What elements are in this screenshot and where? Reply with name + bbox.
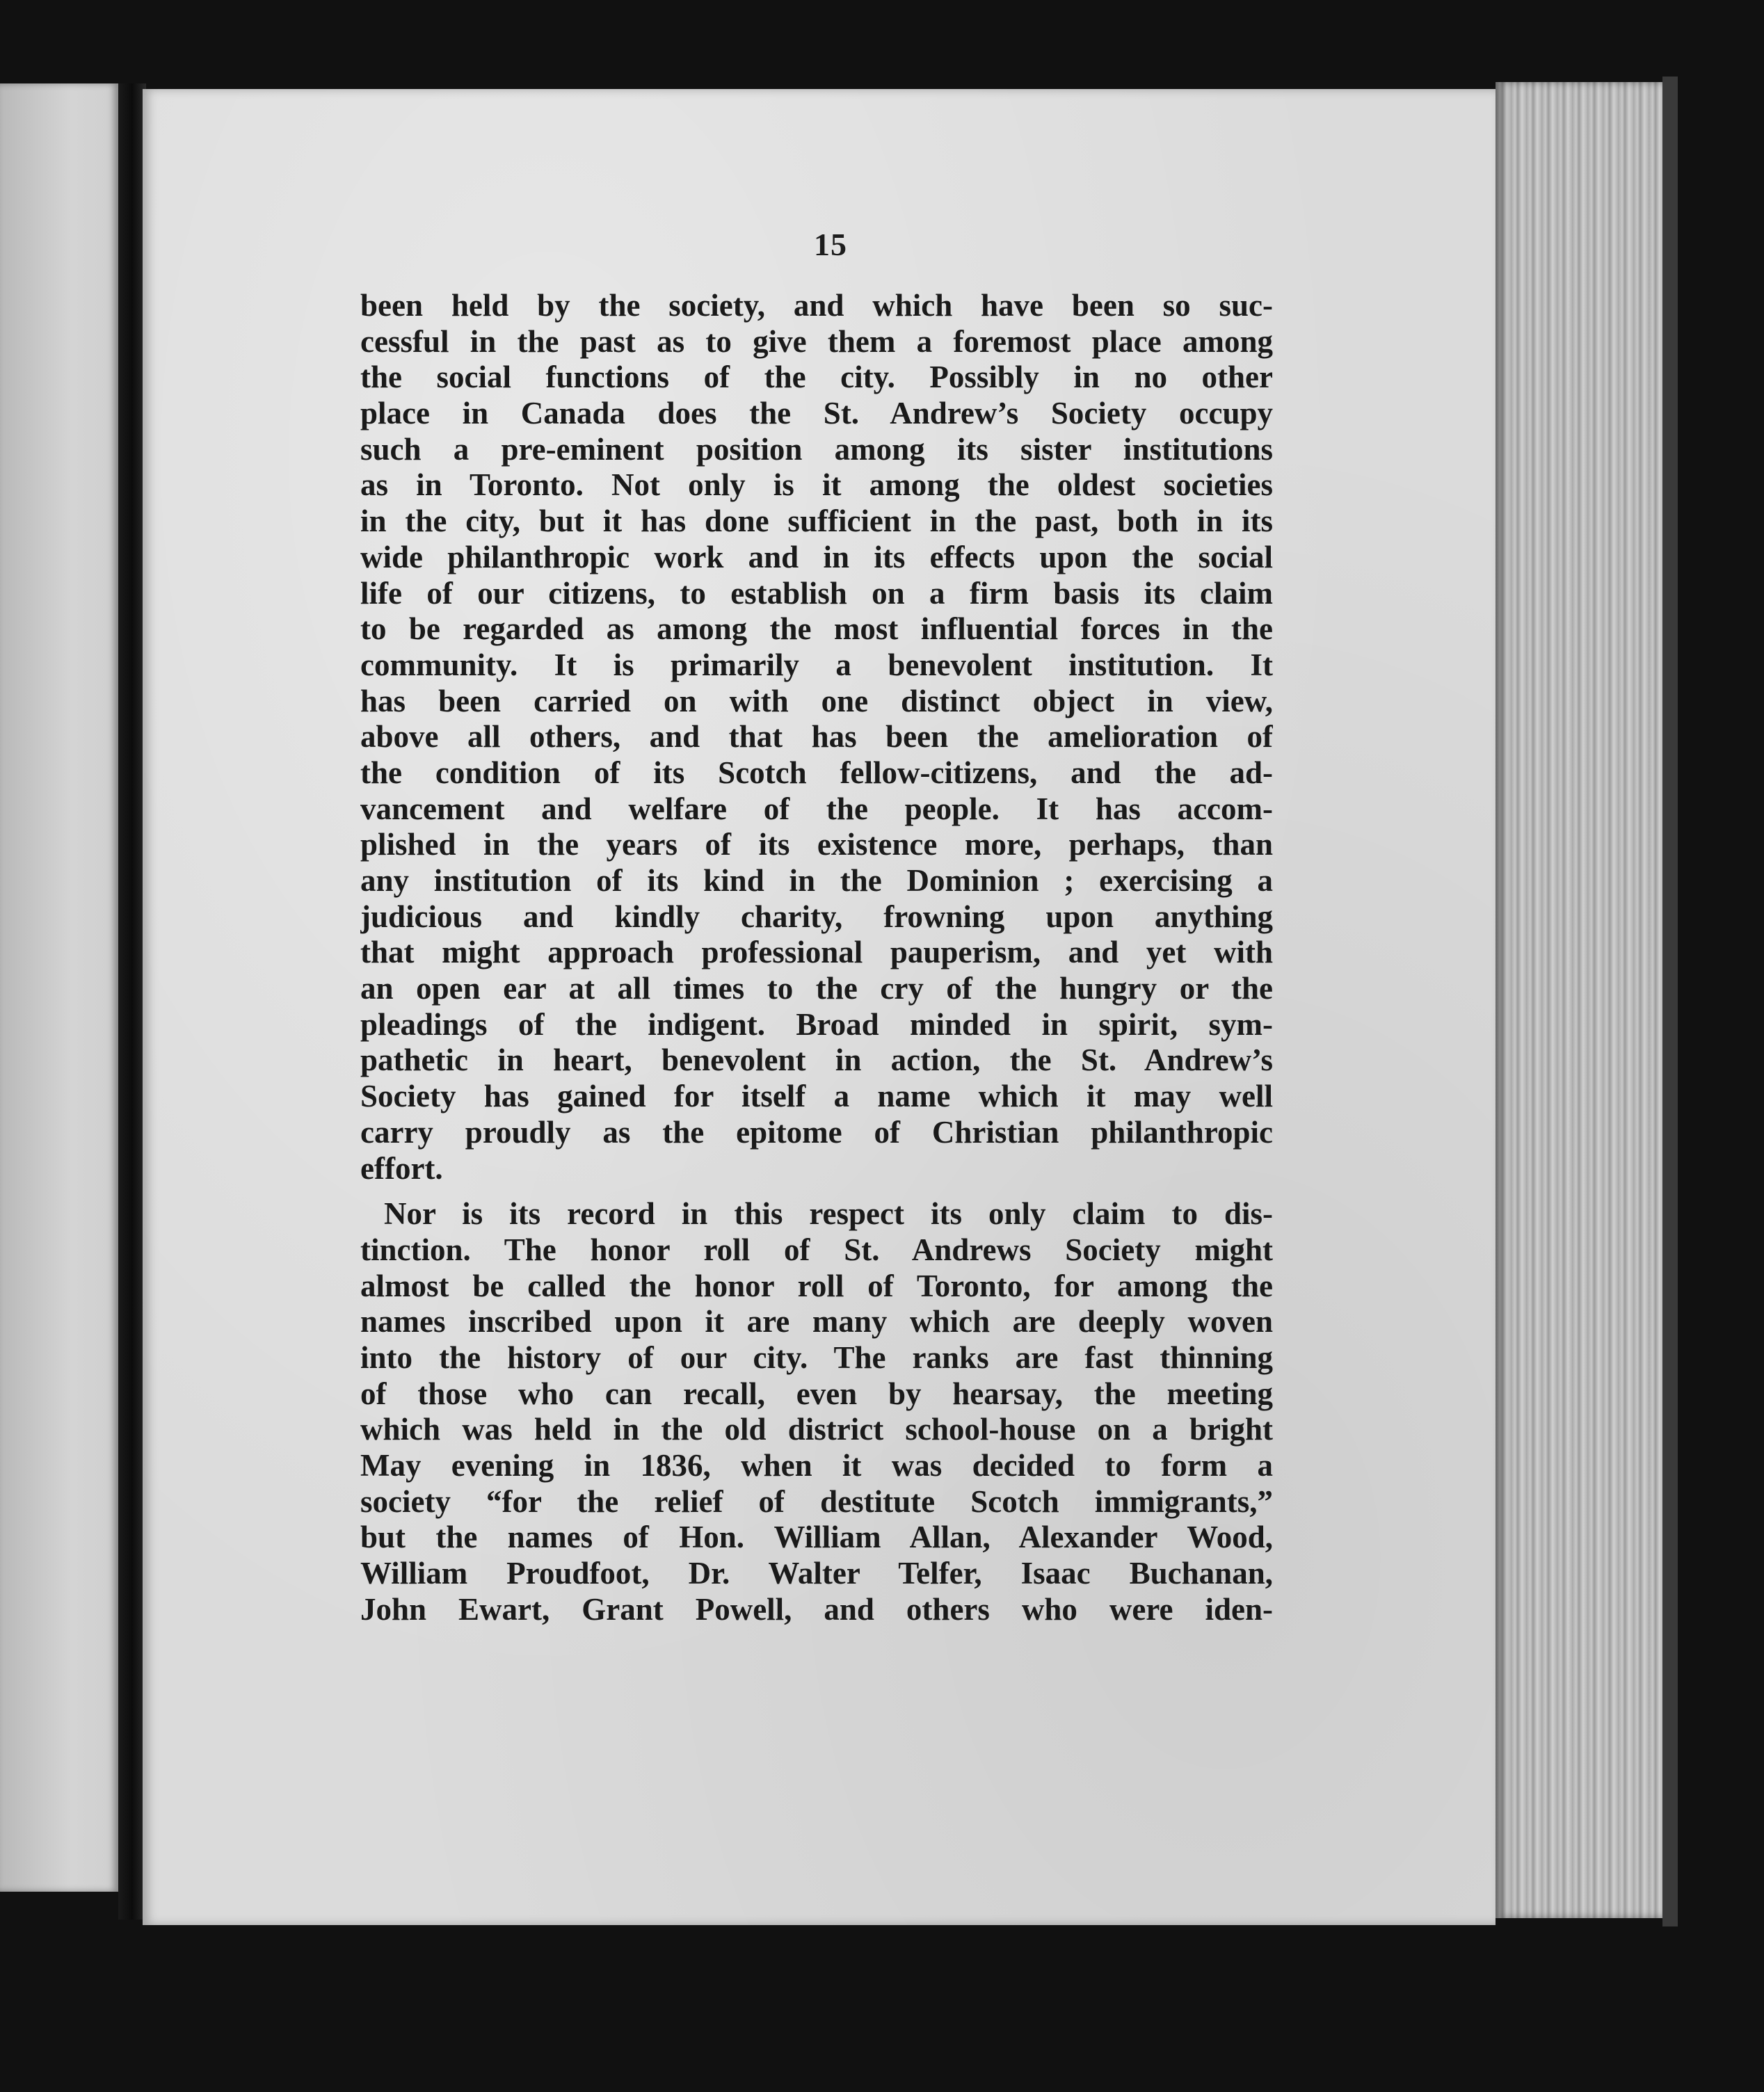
text-line: judicious and kindly charity, frowning upon anything: [360, 899, 1273, 934]
text-line: society “for the relief of destitute Scotch immigrants,”: [360, 1483, 1273, 1519]
text-line: community. It is primarily a benevolent institution. It: [360, 647, 1273, 682]
text-line: pleadings of the indigent. Broad minded in spirit, sym-: [360, 1006, 1273, 1042]
text-line: the social functions of the city. Possibly in no other: [360, 360, 1273, 395]
text-line: William Proudfoot, Dr. Walter Telfer, Isaac Buchanan,: [360, 1556, 1273, 1591]
text-line: almost be called the honor roll of Toronto, for among the: [360, 1268, 1273, 1303]
text-line: been held by the society, and which have been so suc-: [360, 288, 1273, 323]
text-line: but the names of Hon. William Allan, Alexander Wood,: [360, 1520, 1273, 1555]
paragraph: [360, 1196, 1273, 1627]
book-cover-edge: [1662, 77, 1678, 1926]
closed-page-edges: [1496, 82, 1662, 1918]
text-line: Nor is its record in this respect its only claim to dis-: [384, 1196, 1273, 1232]
text-line: life of our citizens, to establish on a firm basis its claim: [360, 575, 1273, 611]
text-line: any institution of its kind in the Dominion ; exercising a: [360, 863, 1273, 898]
text-line: in the city, but it has done sufficient in the past, both in its: [360, 504, 1273, 539]
text-line: the condition of its Scotch fellow-citizens, and the ad-: [360, 755, 1273, 790]
text-line: such a pre-eminent position among its sister institutions: [360, 431, 1273, 467]
text-line: vancement and welfare of the people. It has accom-: [360, 791, 1273, 826]
text-line: into the history of our city. The ranks are fast thinning: [360, 1339, 1273, 1375]
text-line: to be regarded as among the most influential forces in the: [360, 611, 1273, 647]
text-line: has been carried on with one distinct object in view,: [360, 683, 1273, 718]
text-line: pathetic in heart, benevolent in action, the St. Andrew’s: [360, 1043, 1273, 1078]
text-line: above all others, and that has been the amelioration of: [360, 719, 1273, 755]
page-number: 15: [814, 227, 847, 262]
text-line: which was held in the old district school-house on a bright: [360, 1412, 1273, 1447]
text-line: Society has gained for itself a name which it may well: [360, 1079, 1273, 1114]
text-line: an open ear at all times to the cry of the hungry or the: [360, 971, 1273, 1006]
previous-page-edge: [0, 83, 118, 1892]
text-line: John Ewart, Grant Powell, and others who were iden-: [360, 1591, 1273, 1627]
text-line: effort.: [360, 1150, 443, 1186]
text-line: cessful in the past as to give them a foremost place among: [360, 323, 1273, 359]
text-line: place in Canada does the St. Andrew’s Society occupy: [360, 396, 1273, 431]
text-line: May evening in 1836, when it was decided to form a: [360, 1448, 1273, 1483]
text-line: of those who can recall, even by hearsay, the meeting: [360, 1376, 1273, 1411]
text-line: that might approach professional pauperism, and yet with: [360, 935, 1273, 970]
page-body-text: [360, 288, 1273, 1627]
text-line: wide philanthropic work and in its effects upon the social: [360, 539, 1273, 574]
text-line: carry proudly as the epitome of Christian philanthropic: [360, 1114, 1273, 1150]
text-line: as in Toronto. Not only is it among the oldest societies: [360, 467, 1273, 503]
text-line: plished in the years of its existence more, perhaps, than: [360, 827, 1273, 862]
text-line: tinction. The honor roll of St. Andrews Society might: [360, 1232, 1273, 1267]
paragraph: [360, 288, 1273, 1186]
text-line: names inscribed upon it are many which are deeply woven: [360, 1304, 1273, 1339]
book-gutter: [118, 83, 146, 1920]
paragraph-gap: [360, 1186, 1273, 1196]
